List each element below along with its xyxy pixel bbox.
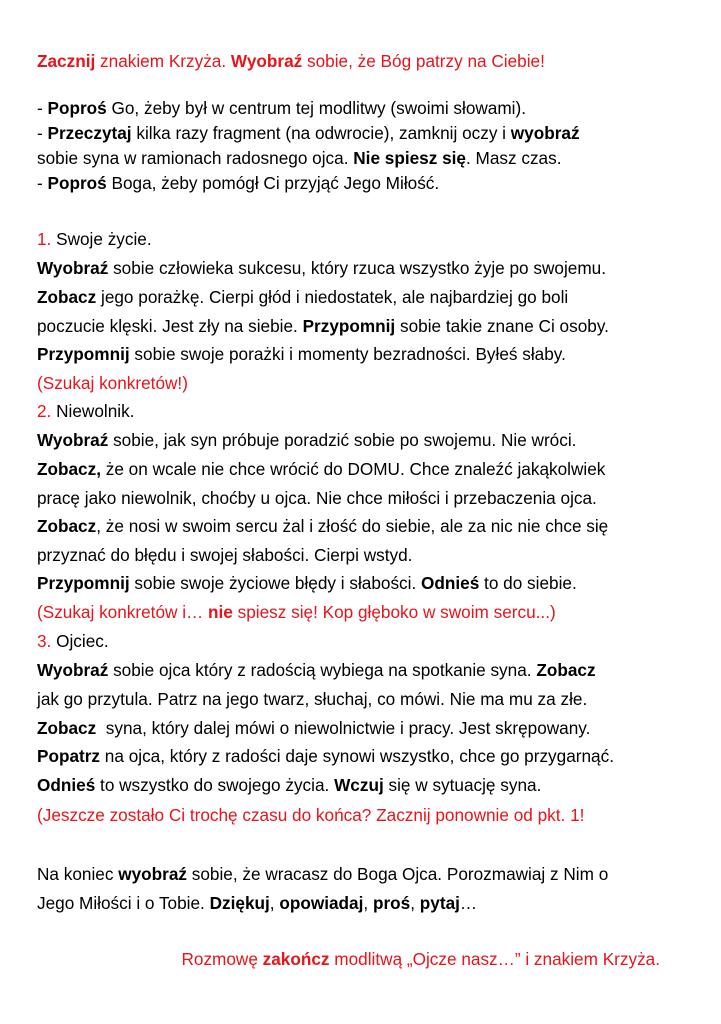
section-2-line-5: przyznać do błędu i swojej słabości. Cierpi wstyd. (37, 545, 413, 565)
section-3-line-1: Wyobraź sobie ojca który z radością wybiega na spotkanie syna. Zobacz (37, 660, 596, 680)
section-1-line-1: Wyobraź sobie człowieka sukcesu, który rzuca wszystko żyje po swojemu. (37, 258, 606, 278)
intro-line-1: Zacznij znakiem Krzyża. Wyobraź sobie, że Bóg patrzy na Ciebie! (37, 51, 545, 71)
intro-line-5: - Poproś Boga, żeby pomógł Ci przyjąć Jego Miłość. (37, 173, 440, 193)
section-2-note: (Szukaj konkretów i… nie spiesz się! Kop głęboko w swoim sercu...) (37, 602, 556, 622)
section-1-note: (Szukaj konkretów!) (37, 373, 188, 393)
section-2-line-6: Przypomnij sobie swoje życiowe błędy i słabości. Odnieś to do siebie. (37, 573, 577, 593)
section-3-heading: 3. Ojciec. (37, 631, 109, 651)
section-2-heading: 2. Niewolnik. (37, 401, 135, 421)
section-1-line-3: poczucie klęski. Jest zły na siebie. Przypomnij sobie takie znane Ci osoby. (37, 316, 609, 336)
section-2-line-4: Zobacz, że nosi w swoim sercu żal i złość do siebie, ale za nic nie chce się (37, 516, 609, 536)
section-2-line-3: pracę jako niewolnik, choćby u ojca. Nie chce miłości i przebaczenia ojca. (37, 488, 597, 508)
ending-line-2: Jego Miłości i o Tobie. Dziękuj, opowiadaj, proś, pytaj… (37, 893, 478, 913)
intro-line-3: - Przeczytaj kilka razy fragment (na odwrocie), zamknij oczy i wyobraź (37, 123, 580, 143)
section-2-line-2: Zobacz, że on wcale nie chce wrócić do DOMU. Chce znaleźć jakąkolwiek (37, 459, 606, 479)
closing-line: Rozmowę zakończ modlitwą „Ojcze nasz…” i znakiem Krzyża. (181, 949, 660, 969)
section-2-line-1: Wyobraź sobie, jak syn próbuje poradzić sobie po swojemu. Nie wróci. (37, 430, 577, 450)
section-1-heading: 1. Swoje życie. (37, 229, 152, 249)
section-3-note: (Jeszcze zostało Ci trochę czasu do końca? Zacznij ponownie od pkt. 1! (37, 805, 585, 825)
section-1-line-2: Zobacz jego porażkę. Cierpi głód i niedostatek, ale najbardziej go boli (37, 287, 569, 307)
section-3-line-3: Zobacz syna, który dalej mówi o niewolnictwie i pracy. Jest skrępowany. (37, 718, 591, 738)
section-3-line-4: Popatrz na ojca, który z radości daje synowi wszystko, chce go przygarnąć. (37, 746, 614, 766)
intro-line-4: sobie syna w ramionach radosnego ojca. Nie spiesz się. Masz czas. (37, 148, 562, 168)
section-3-line-2: jak go przytula. Patrz na jego twarz, słuchaj, co mówi. Nie ma mu za złe. (37, 689, 588, 709)
section-3-line-5: Odnieś to wszystko do swojego życia. Wczuj się w sytuację syna. (37, 775, 542, 795)
intro-line-2: - Poproś Go, żeby był w centrum tej modlitwy (swoimi słowami). (37, 98, 526, 118)
section-1-line-4: Przypomnij sobie swoje porażki i momenty bezradności. Byłeś słaby. (37, 344, 566, 364)
ending-line-1: Na koniec wyobraź sobie, że wracasz do Boga Ojca. Porozmawiaj z Nim o (37, 864, 609, 884)
